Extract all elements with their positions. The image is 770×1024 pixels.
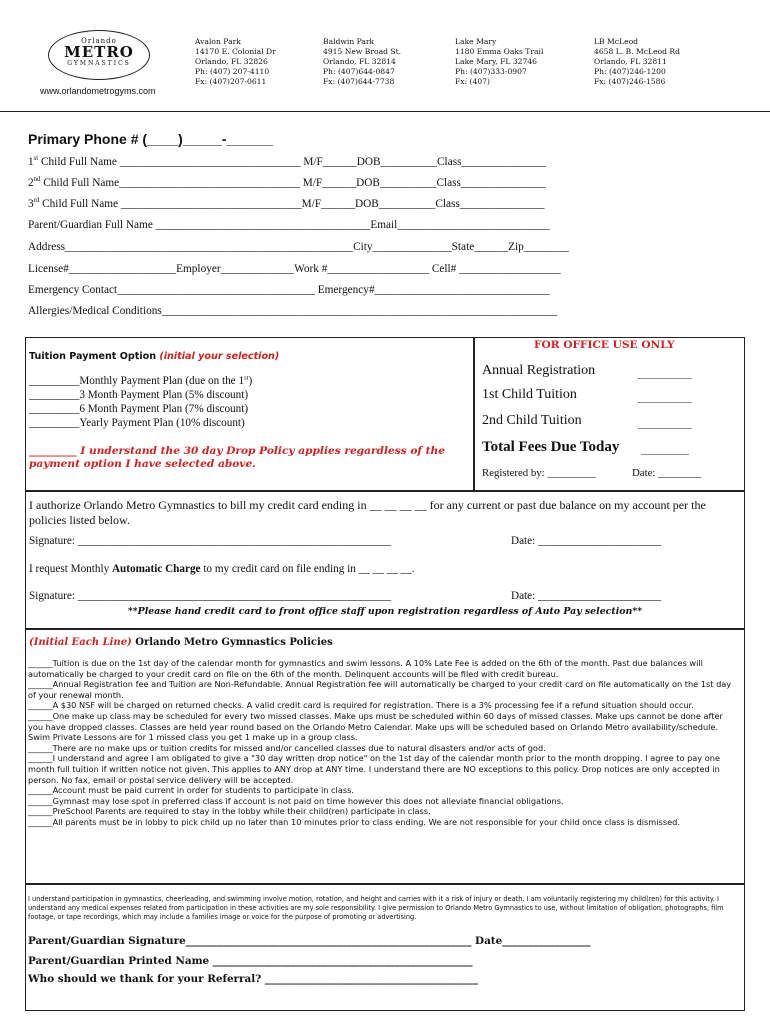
policy-item-no-credits[interactable]: ______There are no make ups or tuition credits for missed and/or cancelled classes due to natural disasters and/or acts of god.: [28, 742, 546, 753]
ordinal-number: 1: [28, 156, 34, 168]
child2-field-row[interactable]: [28, 177, 546, 189]
policy-item-pickup[interactable]: ______All parents must be in lobby to pick child up no later than 10 minutes prior to class ending. We are not responsible for your child once class is dismissed.: [28, 816, 680, 827]
tuition-option-yearly[interactable]: _________Yearly Payment Plan (10% discount): [29, 417, 245, 429]
referral-field[interactable]: Who should we thank for your Referral? _________________________________________: [28, 973, 478, 985]
policies-title: [29, 637, 333, 648]
policy-item-account-current[interactable]: ______Account must be paid current in order for students to participate in class.: [28, 785, 354, 796]
location-address: 4915 New Broad St.: [323, 47, 402, 56]
policy-item-tuition-due[interactable]: ______Tuition is due on the 1st day of the calendar month for gymnastics and swim lessons. A 10% Late Fee is added on the 6th of the month. Past due balances will automatically be charged to your credit card on file on the 6th of the month. Delinquent accounts will be filed with credit bureau.: [28, 658, 703, 679]
address-field-row[interactable]: Address___________________________________________________City______________State______Zip________: [28, 241, 569, 253]
location-city: Lake Mary, FL 32746: [455, 57, 538, 66]
allergies-field-row[interactable]: Allergies/Medical Conditions______________________________________________________________________: [28, 305, 558, 317]
tuition-title-text: Tuition Payment Option: [29, 351, 157, 362]
gym-logo: [48, 30, 150, 80]
tuition-option-6-month[interactable]: _________6 Month Payment Plan (7% discount): [29, 403, 249, 415]
tuition-title-note: (initial your selection): [159, 351, 280, 362]
policy-item-lose-spot[interactable]: ______Gymnast may lose spot in preferred class if account is not paid on time however this does not alleviate financial obligations.: [28, 795, 564, 806]
total-fees-label: Total Fees Due Today: [482, 439, 620, 455]
location-fax: Fx: (407)207-0611: [195, 77, 267, 86]
policy-item-non-refundable[interactable]: ______Annual Registration fee and Tuition are Non-Refundable. Annual Registration fee will automatically be charged to your credit card on file automatically on the 1st day of your renewal month.: [28, 679, 732, 700]
ordinal-suffix: st: [244, 374, 249, 382]
office-use-title: FOR OFFICE USE ONLY: [534, 339, 675, 351]
credit-card-note: **Please hand credit card to front office staff upon registration regardless of Auto Pay selection**: [127, 606, 643, 617]
guardian-printed-name-field[interactable]: Parent/Guardian Printed Name __________________________________________________: [28, 955, 473, 967]
policies-list: [28, 658, 740, 828]
annual-registration-label: Annual Registration: [482, 363, 596, 378]
location-fax: Fx: (407): [455, 77, 490, 86]
location-address: 1180 Emma Oaks Trail: [455, 47, 544, 56]
billing-authorization-text: I authorize Orlando Metro Gymnastics to bill my credit card ending in __ __ __ __ for any current or past due balance on my account per the policies listed below.: [29, 498, 706, 527]
location-phone: Ph: (407)644-0847: [323, 67, 395, 76]
field-text: Child Full Name ________________________________M/F______DOB__________Class_______________: [39, 198, 545, 210]
location-avalon-park: [195, 37, 276, 87]
location-name: Lake Mary: [455, 37, 497, 46]
guardian-field-row[interactable]: Parent/Guardian Full Name ______________________________________Email___________________________: [28, 219, 550, 231]
child1-tuition-label: 1st Child Tuition: [482, 387, 577, 402]
location-baldwin-park: [323, 37, 401, 87]
auto-charge-text-end: to my credit card on file ending in __ __ __ __.: [200, 563, 415, 575]
policy-item-preschool[interactable]: ______PreSchool Parents are required to stay in the lobby while their child(ren) participate in class.: [28, 806, 431, 817]
website-link[interactable]: www.orlandometrogyms.com: [40, 86, 156, 96]
primary-phone-field[interactable]: Primary Phone # (____)_____-______: [28, 131, 274, 147]
location-name: LB McLeod: [594, 37, 639, 46]
ordinal-suffix: nd: [33, 176, 41, 184]
logo-main-text: METRO: [64, 43, 134, 61]
location-phone: Ph: (407) 207-4110: [195, 67, 270, 76]
tuition-option-3-month[interactable]: _________3 Month Payment Plan (5% discount): [29, 389, 249, 401]
location-city: Orlando, FL 32826: [195, 57, 268, 66]
tuition-option-monthly[interactable]: [29, 375, 252, 387]
liability-disclaimer: I understand participation in gymnastics, cheerleading, and swimming involve motion, rotation, and height and carries with it a risk of injury or death. I am voluntarily registering my child(ren) for this activity. I understand any medical expenses related from participation in these activities are my sole responsibility. I give permission to Orlando Metro Gymnastics to use, without limitation of obligation, photographs, film footage, or tape recordings, which may include a families image or voice for the purpose of promoting or advertising.: [28, 895, 724, 921]
header-divider: [0, 111, 770, 112]
registered-by-field[interactable]: Registered by: _________: [482, 467, 596, 479]
emergency-field-row[interactable]: Emergency Contact___________________________________ Emergency#_______________________________: [28, 284, 550, 296]
ordinal-number: 2: [28, 177, 34, 189]
option-text-end: ): [248, 375, 253, 387]
policy-item-nsf[interactable]: ______A $30 NSF will be charged on returned checks. A valid credit card is required for registration. There is a 3% processing fee if a refund situation should occur.: [28, 700, 694, 711]
location-name: Avalon Park: [195, 37, 241, 46]
auto-charge-emphasis: Automatic Charge: [111, 563, 201, 575]
field-text: Child Full Name________________________________ M/F______DOB__________Class_______________: [40, 177, 546, 189]
location-name: Baldwin Park: [323, 37, 375, 46]
location-fax: Fx: (407)246-1586: [594, 77, 666, 86]
location-city: Orlando, FL 32811: [594, 57, 667, 66]
location-lb-mcleod: [594, 37, 680, 87]
location-city: Orlando, FL 32814: [323, 57, 396, 66]
child3-field-row[interactable]: [28, 198, 545, 210]
billing-signature-field[interactable]: Signature: ________________________________________________________: [29, 535, 392, 547]
tuition-title: [29, 351, 279, 362]
auto-charge-date-field[interactable]: Date: ______________________: [511, 590, 662, 602]
auto-charge-signature-field[interactable]: Signature: ________________________________________________________: [29, 590, 392, 602]
policy-item-make-up[interactable]: ______One make up class may be scheduled for every two missed classes. Make ups must be scheduled within 60 days of missed classes. Make ups cannot be done after you have dropped classes. Classes are held year round based on the Orlando Metro Calendar. Make ups will be scheduled based on Orlando Metro availability/schedule. Swim Private Lessons are for 1 missed class you get 1 make up in a group class.: [28, 710, 723, 743]
annual-registration-line[interactable]: _________: [638, 365, 692, 379]
child1-tuition-line[interactable]: _________: [638, 389, 692, 403]
policy-item-drop-notice[interactable]: ______I understand and agree I am obligated to give a "30 day written drop notice" on the 1st day of the calendar month prior to the month dropping. I agree to pay one month full tuition if written notice not given. This applies to ANY drop at ANY time. I understand there are NO exceptions to this policy. Drop notices are only accepted in person. No fax, email or postal service delivery will be accepted.: [28, 753, 720, 785]
billing-date-field[interactable]: Date: ______________________: [511, 535, 662, 547]
ordinal-suffix: rd: [33, 197, 40, 205]
child2-tuition-line[interactable]: _________: [638, 415, 692, 429]
location-phone: Ph: (407)333-0907: [455, 67, 527, 76]
license-field-row[interactable]: License#___________________Employer_____________Work #__________________ Cell# __________________: [28, 263, 561, 275]
ordinal-number: 3: [28, 198, 34, 210]
logo-top-text: Orlando: [81, 37, 117, 45]
location-address: 14170 E. Colonial Dr: [195, 47, 276, 56]
location-fax: Fx: (407)644-7738: [323, 77, 395, 86]
ordinal-suffix: st: [33, 155, 39, 163]
field-text: Child Full Name ________________________________ M/F______DOB__________Class_______________: [38, 156, 547, 168]
location-lake-mary: [455, 37, 543, 87]
initial-each-line-note: (Initial Each Line): [29, 637, 132, 648]
policies-title-text: Orlando Metro Gymnastics Policies: [135, 637, 333, 648]
child1-field-row[interactable]: [28, 156, 546, 168]
location-address: 4658 L. B. McLeod Rd: [594, 47, 681, 56]
location-phone: Ph: (407)246-1200: [594, 67, 666, 76]
option-text: _________Monthly Payment Plan (due on the 1: [29, 375, 245, 387]
guardian-signature-field[interactable]: Parent/Guardian Signature_______________________________________________________ Date_________________: [28, 935, 591, 947]
logo-bottom-text: GYMNASTICS: [67, 60, 131, 67]
child2-tuition-label: 2nd Child Tuition: [482, 413, 582, 428]
auto-charge-request[interactable]: [29, 563, 415, 575]
total-fees-line[interactable]: ________: [641, 441, 689, 455]
office-date-field[interactable]: Date: ________: [632, 467, 702, 479]
drop-policy-acknowledgement[interactable]: _________ I understand the 30 day Drop Policy applies regardless of the payment option I have selected above.: [29, 445, 445, 470]
auto-charge-text: I request Monthly: [29, 563, 112, 575]
